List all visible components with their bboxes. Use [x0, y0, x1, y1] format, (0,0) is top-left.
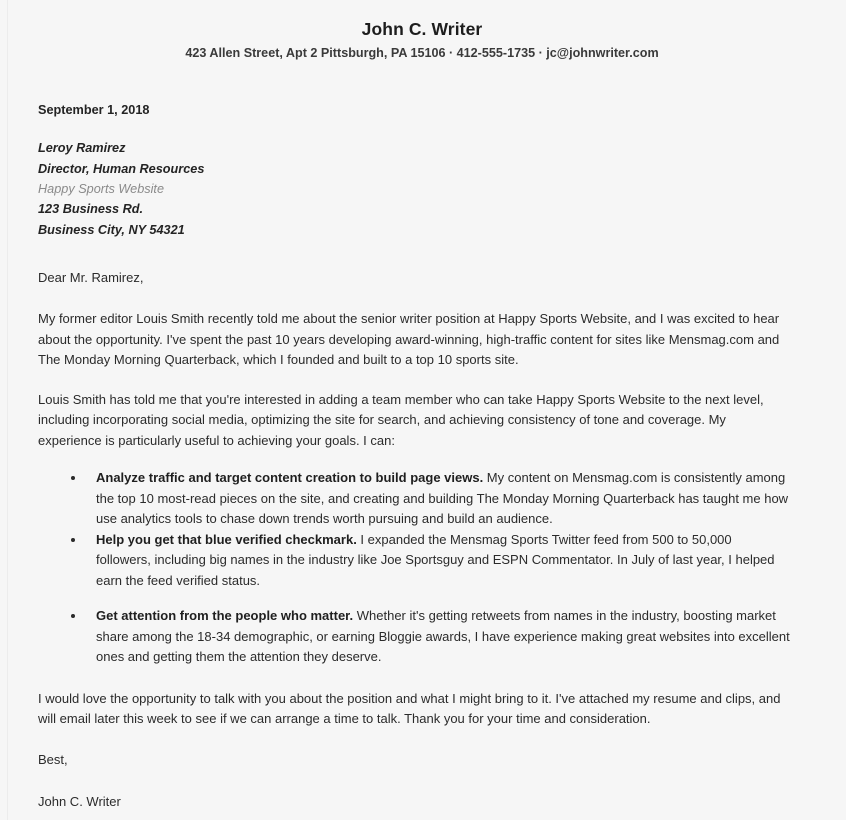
signature-name: John C. Writer	[38, 794, 121, 810]
bullet-dot-icon	[71, 614, 75, 618]
bullet-body-text: I expanded the Mensmag Sports Twitter feed from 500 to 50,000 followers, including big names in the industry like Joe Sportsguy and ESPN Commentator. In July of last year, I helped earn the feed verified status.	[96, 531, 775, 588]
letterhead-name: John C. Writer	[361, 19, 483, 39]
list-item	[38, 468, 790, 530]
paragraph-intro: My former editor Louis Smith recently told me about the senior writer position at Happy Sports Website, and I was excited to hear about the opportunity. I've spent the past 10 years developing award-winning, high-traffic content for sites like Mensmag.com and The Monday Morning Quarterback, which I founded and built to a top 10 sports site.	[38, 311, 780, 368]
bullet-lead-text: Analyze traffic and target content creation to build page views.	[96, 470, 484, 486]
list-item	[38, 606, 790, 668]
recipient-city-state-zip: Business City, NY 54321	[38, 222, 185, 237]
bullet-lead-text: Help you get that blue verified checkmark.	[96, 531, 357, 547]
bullet-body-text: Whether it's getting retweets from names in the industry, boosting market share among the 18-34 demographic, or earning Bloggie awards, I have experience making great websites into excellent ones and getting them the attention they deserve.	[96, 608, 790, 665]
recipient-company: Happy Sports Website	[38, 182, 164, 197]
bullet-body-text: My content on Mensmag.com is consistently among the top 10 most-read pieces on the site, and creating and building The Monday Morning Quarterback has taught me how use analytics tools to chase down trends worth pursuing and build an audience.	[96, 470, 789, 527]
recipient-name: Leroy Ramirez	[38, 141, 126, 156]
qualifications-list	[38, 468, 790, 668]
bullet-dot-icon	[71, 476, 75, 480]
sign-off: Best,	[38, 751, 68, 767]
bullet-lead-text: Get attention from the people who matter.	[96, 608, 354, 624]
letterhead	[38, 18, 806, 61]
salutation: Dear Mr. Ramirez,	[38, 270, 144, 286]
letterhead-contact-line: 423 Allen Street, Apt 2 Pittsburgh, PA 15106 · 412-555-1735 · jc@johnwriter.com	[185, 45, 659, 60]
bullet-dot-icon	[71, 538, 75, 542]
paragraph-closing: I would love the opportunity to talk with you about the position and what I might bring to it. I've attached my resume and clips, and will email later this week to see if we can arrange a time to talk. Thank you for your time and consideration.	[38, 690, 781, 727]
letter-date: September 1, 2018	[38, 103, 150, 118]
recipient-address-block	[38, 138, 806, 240]
list-item	[38, 530, 790, 592]
recipient-title: Director, Human Resources	[38, 161, 205, 176]
recipient-street: 123 Business Rd.	[38, 202, 144, 217]
paragraph-second: Louis Smith has told me that you're interested in adding a team member who can take Happy Sports Website to the next level, including incorporating social media, optimizing the site for search, and achieving consistency of tone and coverage. My experience is particularly useful to achieving your goals. I can:	[38, 391, 764, 448]
